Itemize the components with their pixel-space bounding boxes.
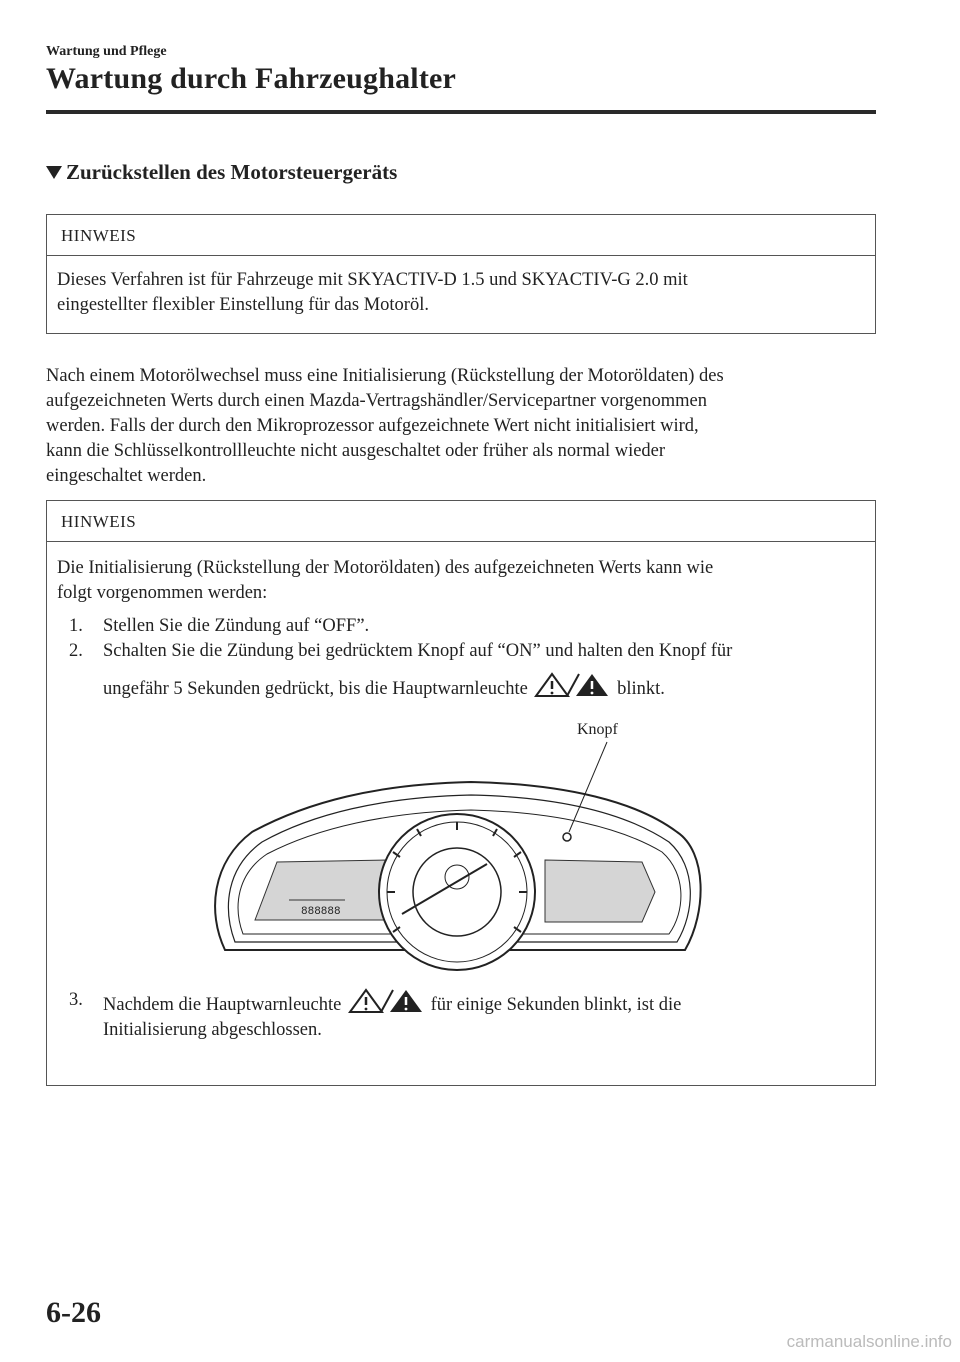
odometer-readout: 888888: [301, 906, 341, 918]
chapter-title: Wartung durch Fahrzeughalter: [46, 62, 457, 95]
cluster-diagram: [57, 702, 885, 988]
step-text: Stellen Sie die Zündung auf “OFF”.: [103, 616, 370, 636]
note-box-1: [46, 214, 876, 334]
step-text-part: blinkt.: [617, 679, 665, 699]
note-text-line: eingestellter flexibler Einstellung für das Motoröl.: [57, 295, 429, 315]
note-text-line: Dieses Verfahren ist für Fahrzeuge mit SKYACTIV-D 1.5 und SKYACTIV-G 2.0 mit: [57, 270, 688, 290]
step-3: [57, 988, 861, 1043]
master-warning-icon: [534, 672, 610, 698]
paragraph-line: aufgezeichneten Werts durch einen Mazda-Vertragshändler/Servicepartner vorgenommen: [46, 391, 707, 411]
section-heading: [46, 160, 397, 185]
page-number: 6-26: [46, 1296, 101, 1329]
paragraph-line: eingeschaltet werden.: [46, 466, 207, 486]
paragraph-line: kann die Schlüsselkontrollleuchte nicht ausgeschaltet oder früher als normal wieder: [46, 441, 666, 461]
note-label: HINWEIS: [47, 501, 875, 542]
note-text: [47, 256, 875, 332]
breadcrumb: Wartung und Pflege: [46, 44, 167, 59]
step-2: [57, 639, 861, 702]
watermark: carmanualsonline.info: [786, 1332, 952, 1351]
note-intro-line: folgt vorgenommen werden:: [57, 583, 268, 603]
note-intro-line: Die Initialisierung (Rückstellung der Motoröldaten) des aufgezeichneten Werts kann wie: [57, 558, 714, 578]
step-1: [57, 614, 861, 639]
body-paragraph: [46, 364, 876, 489]
step-number: 2.: [69, 641, 83, 661]
step-text-part: Nachdem die Hauptwarnleuchte: [103, 995, 342, 1015]
step-text-line-2: [103, 672, 861, 702]
note-label: HINWEIS: [47, 215, 875, 256]
title-rule: [46, 110, 876, 114]
paragraph-line: Nach einem Motorölwechsel muss eine Initialisierung (Rückstellung der Motoröldaten) des: [46, 366, 724, 386]
triangle-bullet-icon: [46, 166, 62, 179]
instrument-cluster-figure: [57, 702, 861, 988]
step-text-part: ungefähr 5 Sekunden gedrückt, bis die Hauptwarnleuchte: [103, 679, 528, 699]
step-number: 3.: [69, 990, 83, 1010]
paragraph-line: werden. Falls der durch den Mikroprozessor aufgezeichnete Wert nicht initialisiert wird,: [46, 416, 699, 436]
step-text: Schalten Sie die Zündung bei gedrücktem Knopf auf “ON” und halten den Knopf für: [103, 641, 733, 661]
step-text-part: für einige Sekunden blinkt, ist die: [430, 995, 682, 1015]
section-heading-text: Zurückstellen des Motorsteuergeräts: [66, 160, 398, 184]
note-content: [47, 542, 875, 1057]
step-text: Initialisierung abgeschlossen.: [103, 1020, 322, 1040]
master-warning-icon: [348, 988, 424, 1014]
knob-callout-label: Knopf: [577, 721, 618, 738]
step-number: 1.: [69, 616, 83, 636]
note-box-2: [46, 500, 876, 1086]
